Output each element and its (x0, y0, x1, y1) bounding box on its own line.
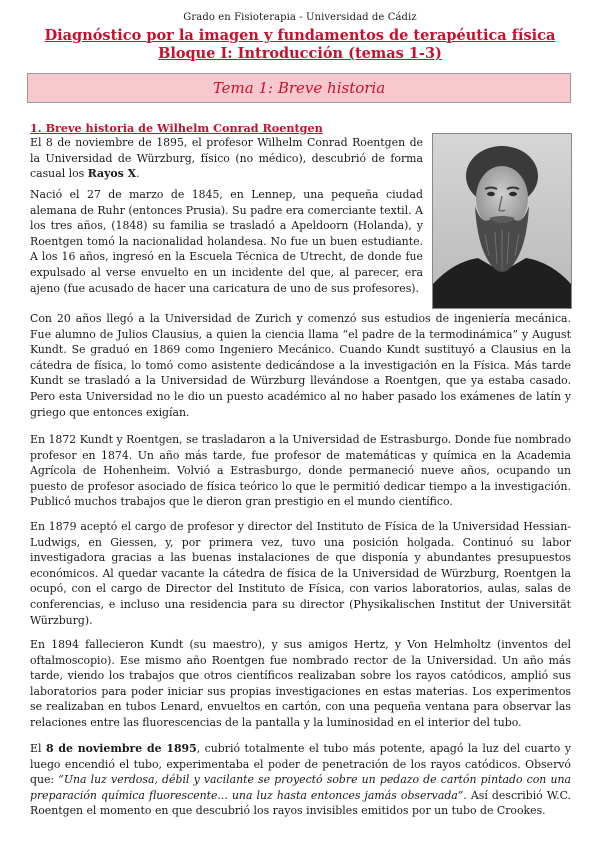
p1-bold: Rayos X (87, 167, 137, 181)
document-title: Diagnóstico por la imagen y fundamentos de terapéutica física (44, 27, 556, 44)
course-header: Grado en Fisioterapia - Universidad de Cádiz (183, 12, 417, 23)
p1-end: . (136, 167, 140, 181)
paragraph-3: Con 20 años llegó a la Universidad de Zurich y comenzó sus estudios de ingeniería mecánica. Fue alumno de Julios Clausius, a quien la ciencia llama “el padre de la termodinámica” y August Kundt. Se graduó en 1869 como Ingeniero Mecánico. Cuando Kundt sustituyó a Clausius en la cátedra de física, lo tomó como asistente dedicándose a la investigación en la Física. Más tarde Kundt se trasladó a la Universidad de Würzburg llevándose a Roentgen, que ya estaba casado. Pero esta Universidad no le dio un puesto académico al no haber pasado los exámenes de latín y griego que entonces exigían. (30, 312, 571, 419)
p7-bold: 8 de noviembre de 1895 (45, 742, 197, 755)
p7-quote: “Una luz verdosa, débil y vacilante se proyectó sobre un pedazo de cartón pintado con una preparación química fluorescente... una luz hasta entonces jamás observada” (30, 773, 571, 802)
paragraph-1 (30, 135, 423, 182)
roentgen-portrait (432, 133, 572, 309)
p7-text-c: . Así describió W.C. Roentgen el momento en que descubrió los rayos invisibles emitidos por un tubo de Crookes. (30, 788, 571, 818)
tema-banner (27, 73, 571, 103)
p1-text: El 8 de noviembre de 1895, el profesor Wilhelm Conrad Roentgen de la Universidad de Würzburg, físico (no médico), descubrió de forma casual los (30, 136, 423, 181)
section-heading: 1. Breve historia de Wilhelm Conrad Roentgen (30, 121, 323, 135)
paragraph-5: En 1879 aceptó el cargo de profesor y director del Instituto de Física de la Universidad Hessian-Ludwigs, en Giessen, y, por primera vez, tuvo una posición holgada. Continuó su labor investigadora gracias a las buenas instalaciones de que disponía y abundantes presupuestos económicos. Al quedar vacante la cátedra de física de la Universidad de Würzburg, Roentgen la ocupó, con el cargo de Director del Instituto de Física, con varios laboratorios, aulas, salas de conferencias, e incluso una residencia para su director (Physikalischen Institut der Universität Würzburg). (30, 520, 571, 627)
paragraph-7 (30, 741, 571, 819)
p7-text-a: El (30, 742, 46, 755)
portrait-image (433, 134, 571, 308)
paragraph-4: En 1872 Kundt y Roentgen, se trasladaron a la Universidad de Estrasburgo. Donde fue nombrado profesor en 1874. Un año más tarde, fue profesor de matemáticas y química en la Academia Agrícola de Hohenheim. Volvió a Estrasburgo, donde permaneció nueve años, ocupando un puesto de profesor asociado de física teórico lo que le permitió dedicar tiempo a la investigación. Publicó muchos trabajos que le dieron gran prestigio en el mundo científico. (30, 433, 571, 509)
tema-label: Tema 1: Breve historia (212, 79, 386, 97)
paragraph-2: Nació el 27 de marzo de 1845, en Lennep, una pequeña ciudad alemana de Ruhr (entonces Prusia). Su padre era comerciante textil. A los tres años, (1848) su familia se trasladó a Apeldoorn (Holanda), y Roentgen tomó la nacionalidad holandesa. No fue un buen estudiante. A los 16 años, ingresó en la Escuela Técnica de Utrecht, de donde fue expulsado al verse envuelto en un incidente del que, al parecer, era ajeno (fue acusado de hacer una caricatura de uno de sus profesores). (30, 188, 423, 295)
document-subtitle: Bloque I: Introducción (temas 1-3) (158, 45, 442, 62)
p7-text-b: , cubrió totalmente el tubo más potente, apagó la luz del cuarto y luego encendió el tubo, experimentaba el poder de penetración de los rayos catódicos. Observó que: (30, 742, 571, 787)
paragraph-6: En 1894 fallecieron Kundt (su maestro), y sus amigos Hertz, y Von Helmholtz (inventos del oftalmoscopio). Ese mismo año Roentgen fue nombrado rector de la Universidad. Un año más tarde, viendo los trabajos que otros científicos realizaban sobre los rayos catódicos, amplió sus laboratorios para poder iniciar sus propias investigaciones en estas materias. Los experimentos se realizaban en tubos Lenard, envueltos en cartón, con una pequeña ventana para observar las relaciones entre las fluorescencias de la pantalla y la luminosidad en el interior del tubo. (30, 638, 571, 729)
